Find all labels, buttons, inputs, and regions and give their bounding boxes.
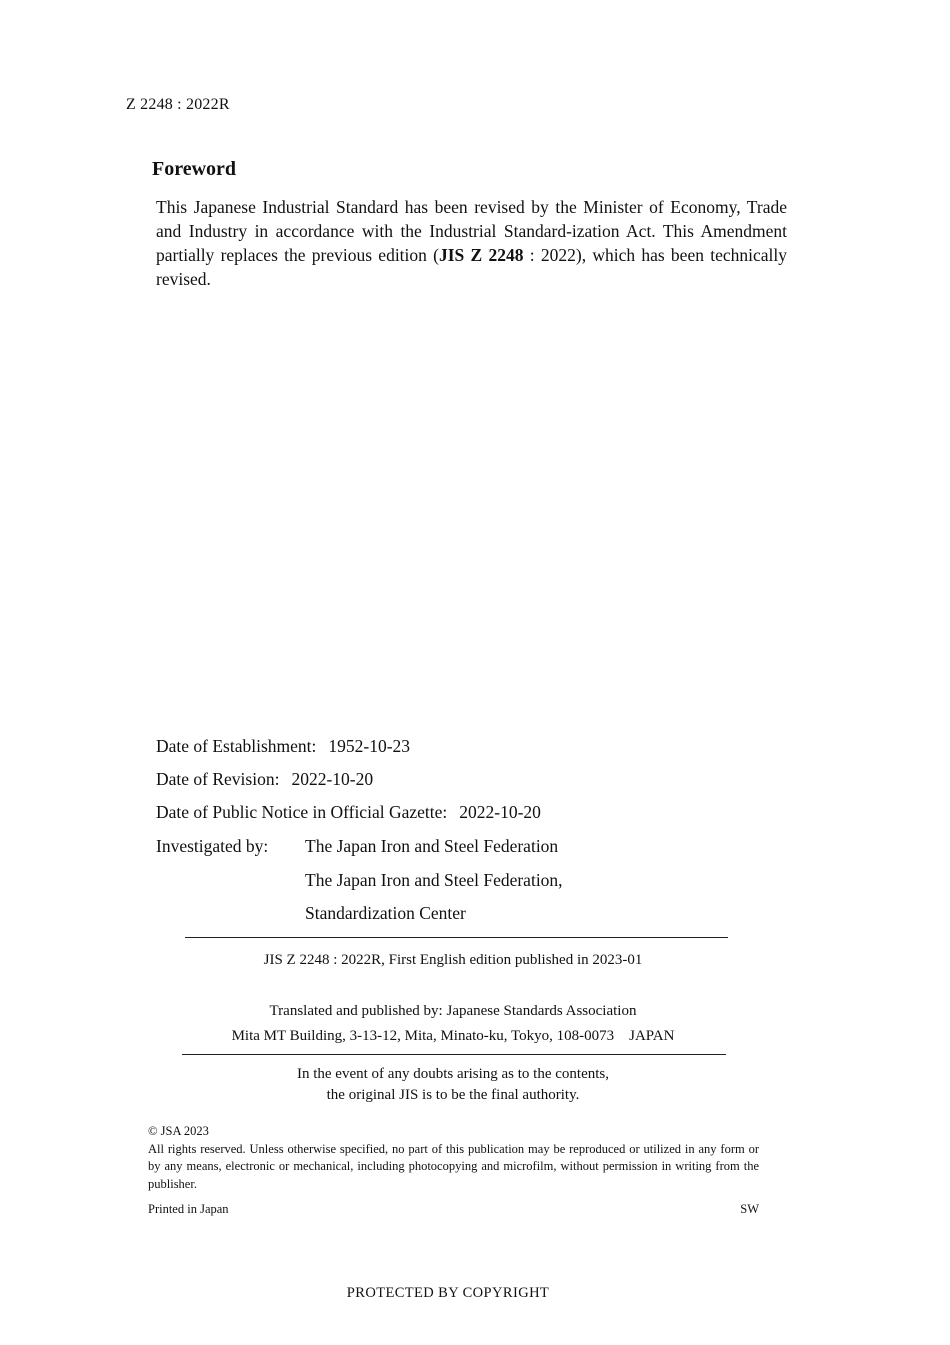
revision-value: 2022-10-20 [291,769,374,789]
publisher-statement: Translated and published by: Japanese Standards Association [269,1003,637,1019]
previous-edition-reference: JIS Z 2248 [439,245,524,265]
divider-top [185,937,728,938]
foreword-text-part1: This Japanese Industrial Standard has been revised by the Minister of Economy, Trade and Industry in accordance with the Industrial Standard-ization Act. This Amendment partially replaces the previous edition ( [156,197,787,265]
revision-date-line [156,769,373,790]
investigated-by-line [156,836,268,857]
rights-statement: All rights reserved. Unless otherwise specified, no part of this publication may be reproduced or utilized in any form or by any means, electronic or mechanical, including photocopying and microfilm, without permission in writing from the publisher. [148,1141,759,1191]
copyright-notice: © JSA 2023 [148,1124,209,1138]
divider-bottom [182,1054,726,1055]
publisher-address: Mita MT Building, 3-13-12, Mita, Minato-ku, Tokyo, 108-0073 JAPAN [231,1028,675,1044]
printed-in: Printed in Japan [148,1202,229,1216]
foreword-heading: Foreword [152,158,237,180]
print-code: SW [740,1202,759,1216]
foreword-paragraph [156,195,787,291]
investigator-1: The Japan Iron and Steel Federation [305,836,559,856]
copyright-block [148,1123,759,1193]
investigated-label: Investigated by: [156,836,269,856]
public-notice-date-line [156,802,541,823]
edition-statement: JIS Z 2248 : 2022R, First English edition published in 2023-01 [263,952,643,968]
document-code: Z 2248 : 2022R [126,96,230,113]
public-notice-value: 2022-10-20 [459,802,541,822]
public-notice-label: Date of Public Notice in Official Gazette: [156,802,448,822]
establishment-label: Date of Establishment: [156,736,317,756]
revision-label: Date of Revision: [156,769,280,789]
foreword-text-part2: : 2022), which has been technically revised. [156,245,787,289]
investigator-2: The Japan Iron and Steel Federation, [305,870,563,890]
authority-note-line2: the original JIS is to be the final authority. [326,1087,580,1103]
authority-note-line1: In the event of any doubts arising as to the contents, [296,1066,609,1082]
establishment-value: 1952-10-23 [328,736,411,756]
protected-by-copyright: PROTECTED BY COPYRIGHT [346,1285,550,1301]
establishment-date-line [156,736,410,757]
investigator-2-center: Standardization Center [305,903,466,923]
